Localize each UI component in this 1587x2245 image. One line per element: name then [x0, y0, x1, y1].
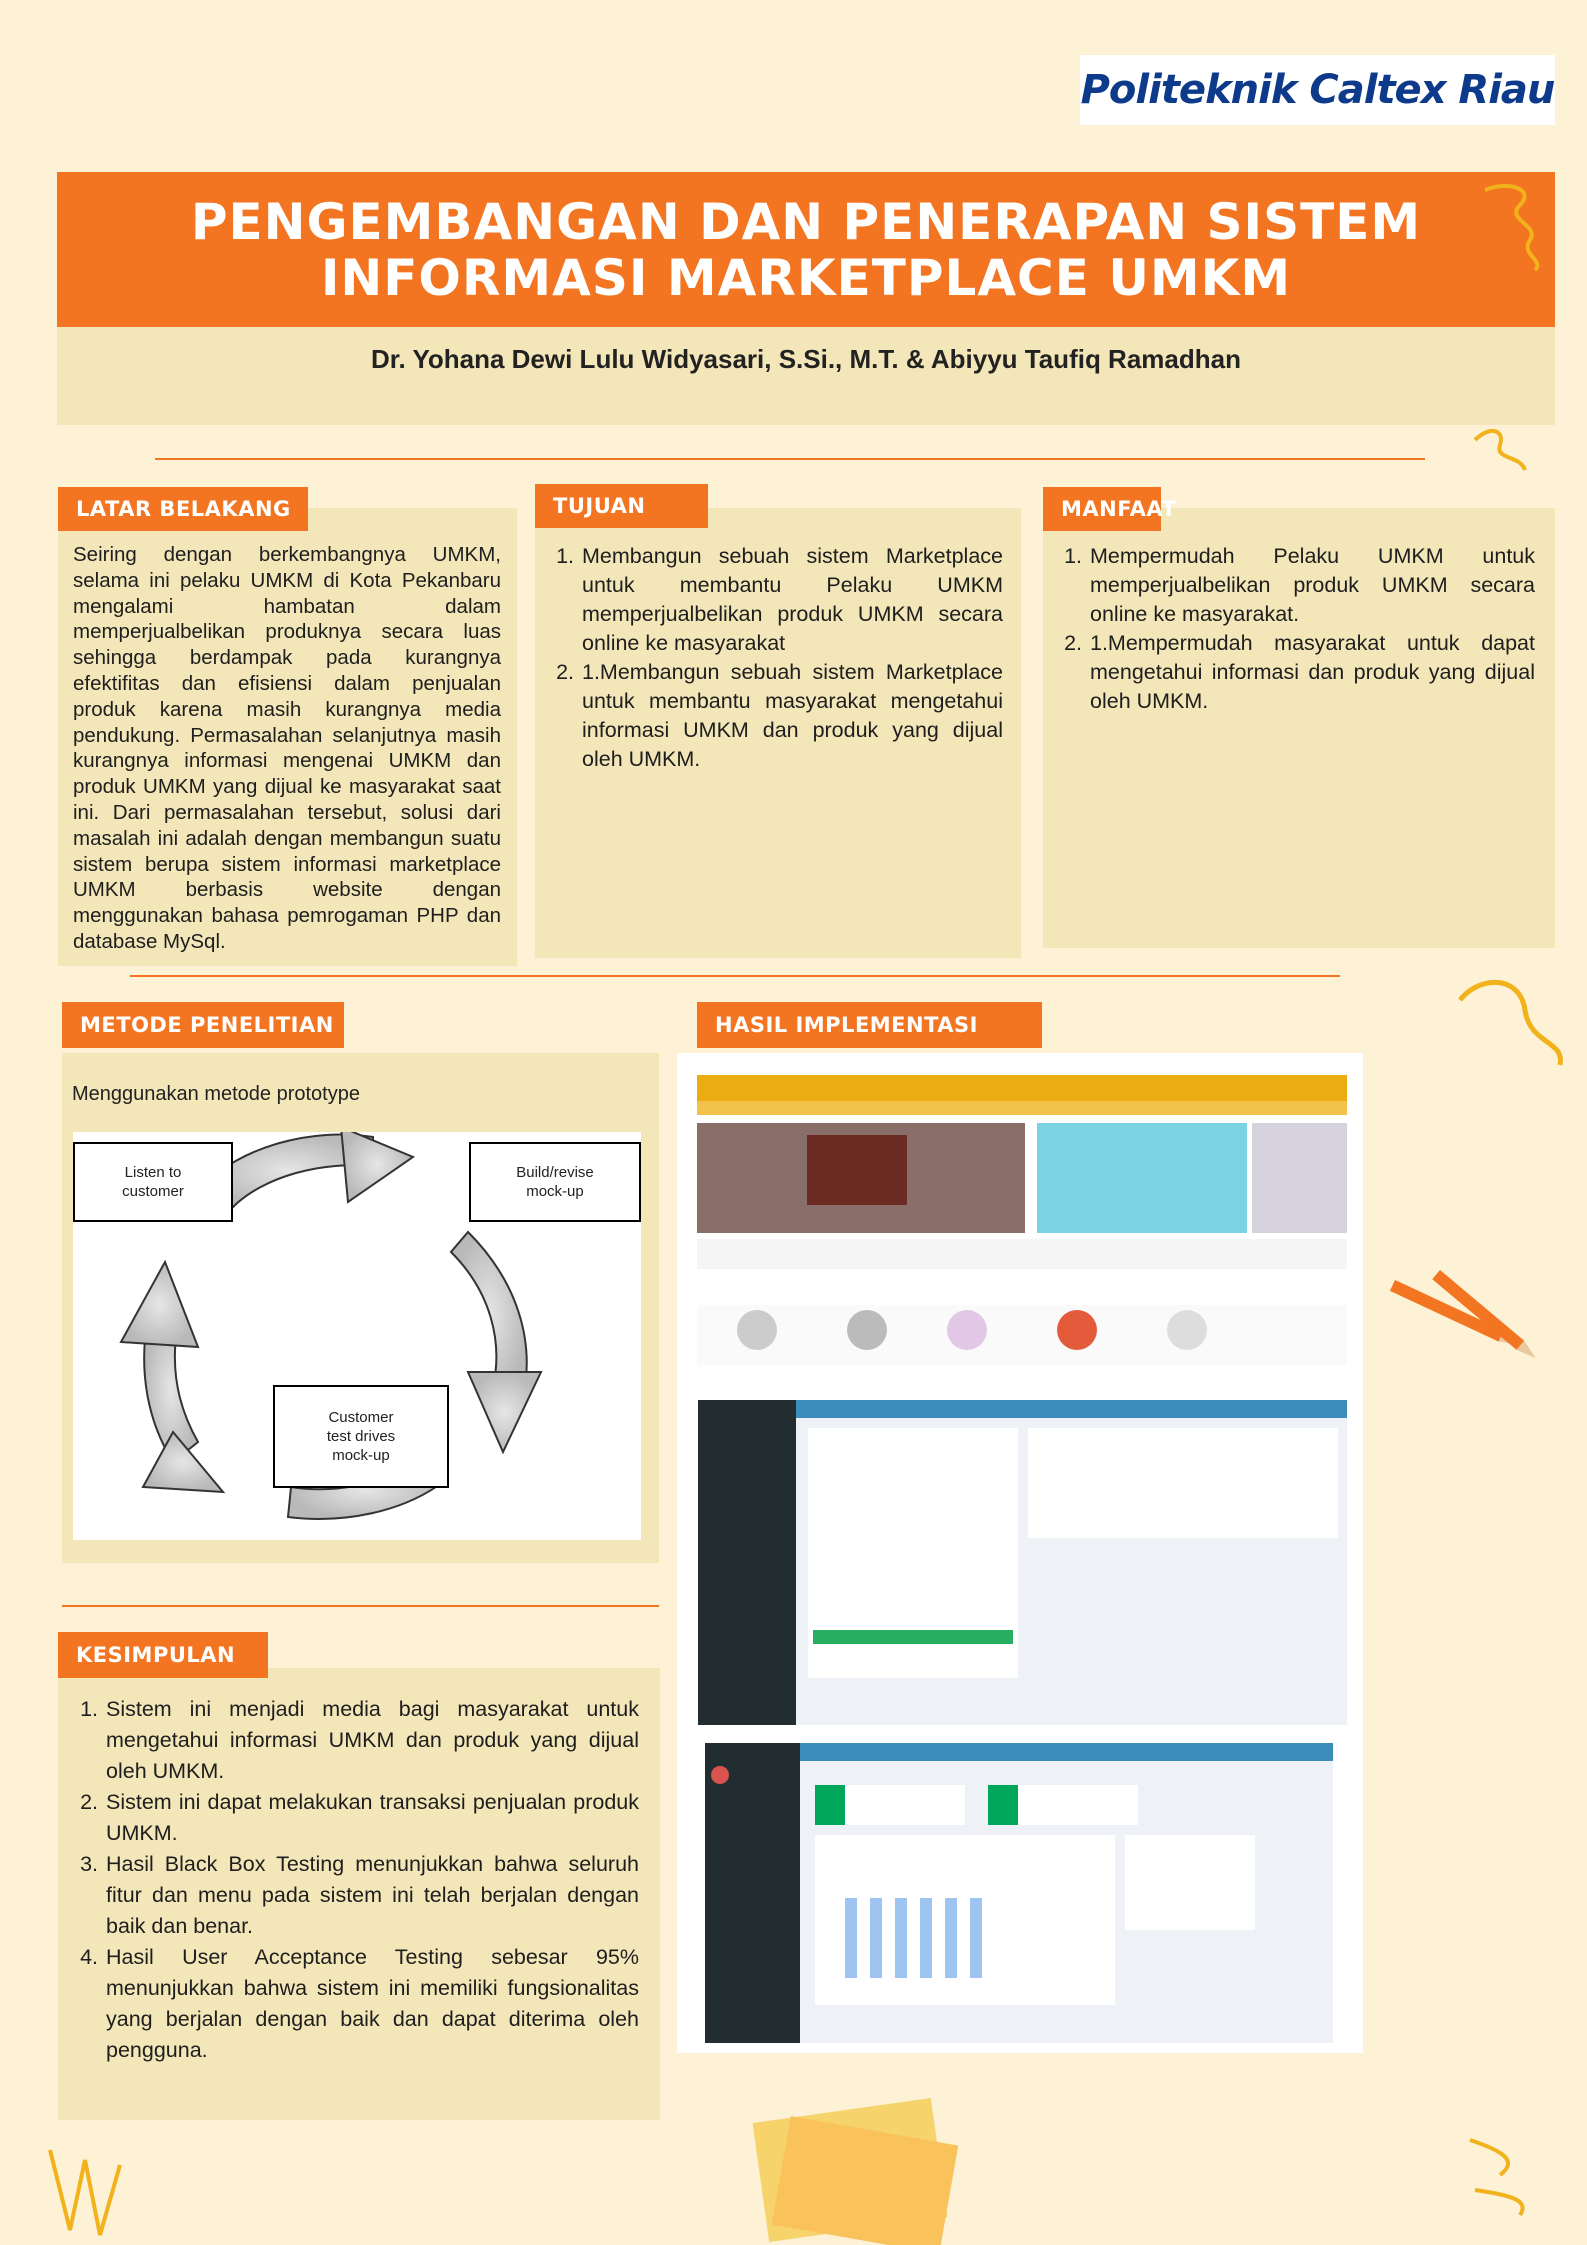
step-customer-test-drives: Customer test drives mock-up [273, 1385, 449, 1488]
sticky-notes-icon [753, 2098, 959, 2245]
list-item: 3. Hasil Black Box Testing menunjukkan bahwa seluruh fitur dan menu pada sistem ini telah berjalan dengan baik dan benar. [104, 1849, 639, 1942]
pencil-icon [1432, 1270, 1539, 1363]
step-listen-to-customer: Listen to customer [73, 1142, 233, 1222]
metode-text: Menggunakan metode prototype [72, 1083, 360, 1105]
authors: Dr. Yohana Dewi Lulu Widyasari, S.Si., M.T. & Abiyyu Taufiq Ramadhan [371, 344, 1241, 374]
divider [62, 1605, 659, 1607]
latar-belakang-text: Seiring dengan berkembangnya UMKM, selama ini pelaku UMKM di Kota Pekanbaru mengalami hambatan dalam memperjualbelikan produknya secara luas sehingga berdampak pada kurangnya efektifitas dan efisiensi dalam penjualan produk karena masih kurangnya media pendukung. Permasalahan selanjutnya masih kurangnya informasi mengenai UMKM dan produk UMKM yang dijual ke masyarakat saat ini. Dari permasalahan tersebut, solusi dari masalah ini adalah dengan membangun suatu sistem berupa sistem informasi marketplace UMKM berbasis website dengan menggunakan bahasa pemrogaman PHP dan database MySql. [73, 543, 501, 953]
squiggle-icon [1475, 431, 1525, 470]
kesimpulan-heading: KESIMPULAN [58, 1632, 268, 1678]
author-band [57, 327, 1555, 425]
list-item: 2. 1.Membangun sebuah sistem Marketplace untuk membantu masyarakat mengetahui informasi UMKM dan produk yang dijual oleh UMKM. [580, 658, 1003, 774]
poster-title-line-2: INFORMASI MARKETPLACE UMKM [320, 248, 1292, 307]
divider [155, 458, 1425, 460]
list-item: 1. Sistem ini menjadi media bagi masyarakat untuk mengetahui informasi UMKM dan produk yang dijual oleh UMKM. [104, 1694, 639, 1787]
manfaat-panel [1043, 508, 1555, 948]
swirl-icon [1460, 982, 1560, 1065]
logo-text: Politeknik Caltex Riau [1080, 67, 1555, 113]
institution-logo [1080, 55, 1555, 125]
admin-dashboard-screenshot [705, 1743, 1333, 2043]
list-item: 2. Sistem ini dapat melakukan transaksi penjualan produk UMKM. [104, 1787, 639, 1849]
list-item: 2. 1.Mempermudah masyarakat untuk dapat mengetahui informasi dan produk yang dijual oleh UMKM. [1088, 629, 1535, 716]
homepage-illustration [697, 1115, 1347, 1390]
tujuan-panel [535, 508, 1021, 958]
dashboard-illustration [698, 1400, 1347, 1725]
list-item: 1. Membangun sebuah sistem Marketplace untuk membantu Pelaku UMKM memperjualbelikan produk UMKM secara online ke masyarakat [580, 542, 1003, 658]
metode-heading: METODE PENELITIAN [62, 1002, 344, 1048]
prototype-diagram [73, 1132, 641, 1540]
step-build-revise-mockup: Build/revise mock-up [469, 1142, 641, 1222]
manfaat-heading: MANFAAT [1043, 487, 1161, 531]
divider [130, 975, 1340, 977]
zigzag-icon [50, 2150, 120, 2235]
marketplace-homepage-screenshot [697, 1075, 1347, 1390]
poster-title-band [57, 172, 1555, 327]
pencil-icon [1390, 1280, 1522, 1350]
admin-illustration [705, 1743, 1333, 2043]
pelaku-umkm-dashboard-screenshot [698, 1400, 1347, 1725]
list-item: 1. Mempermudah Pelaku UMKM untuk memperjualbelikan produk UMKM secara online ke masyarakat. [1088, 542, 1535, 629]
hasil-heading: HASIL IMPLEMENTASI [697, 1002, 1042, 1048]
kesimpulan-list [76, 1694, 639, 2066]
list-item: 4. Hasil User Acceptance Testing sebesar 95% menunjukkan bahwa sistem ini memiliki fungsionalitas yang berjalan dengan baik dan dapat diterima oleh pengguna. [104, 1942, 639, 2066]
manfaat-list [1060, 542, 1535, 716]
latar-belakang-panel [58, 508, 517, 966]
squiggle-icon [1470, 2140, 1523, 2215]
latar-belakang-heading: LATAR BELAKANG [58, 487, 308, 531]
kesimpulan-panel [58, 1668, 660, 2120]
tujuan-heading: TUJUAN [535, 484, 708, 528]
poster-title-line-1: PENGEMBANGAN DAN PENERAPAN SISTEM [190, 192, 1422, 251]
tujuan-list [552, 542, 1003, 774]
